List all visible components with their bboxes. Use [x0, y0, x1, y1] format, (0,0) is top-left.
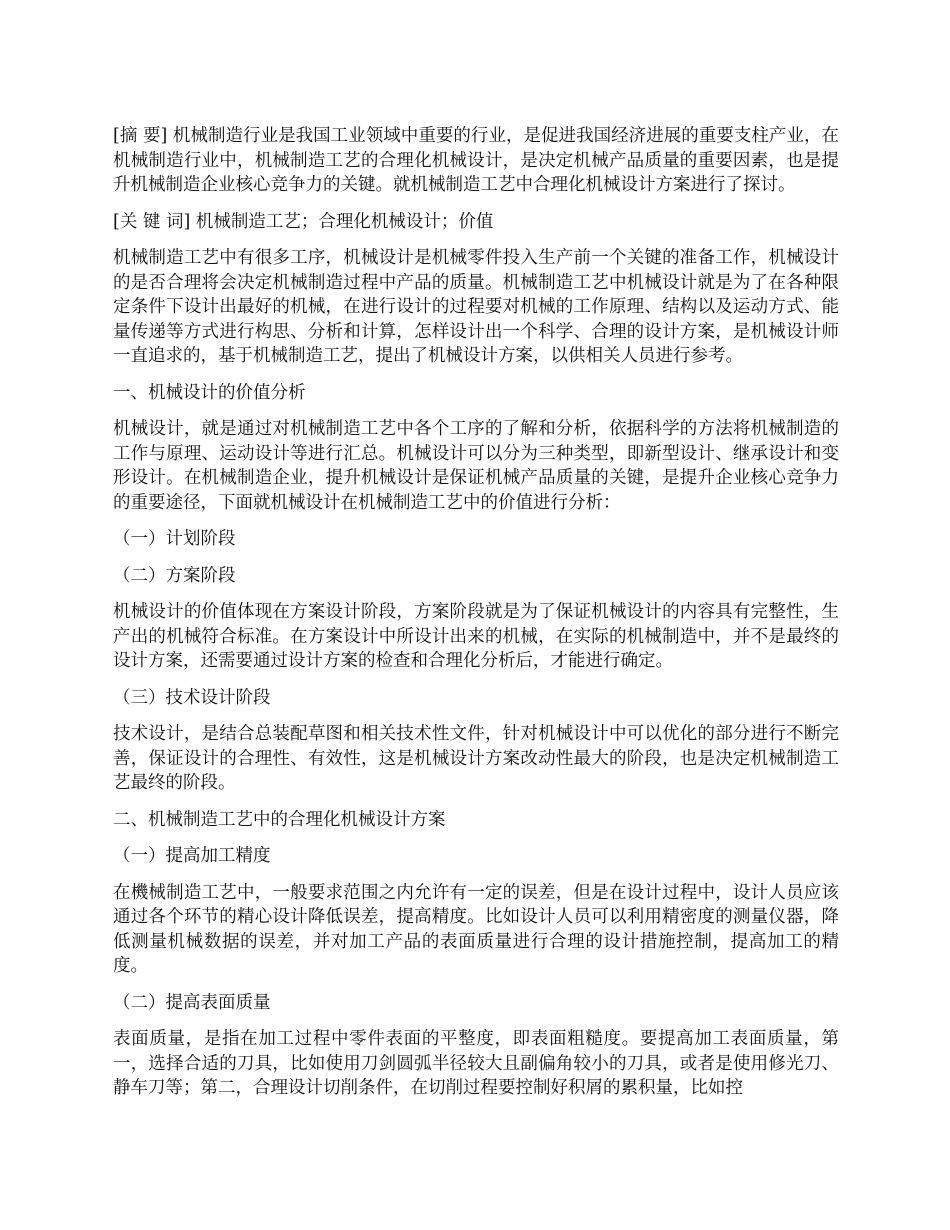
document-page: [113, 124, 839, 1113]
section-1-sub-2-body: 机械设计的价值体现在方案设计阶段，方案阶段就是为了保证机械设计的内容具有完整性，生产出的机械符合标准。在方案设计中所设计出来的机械，在实际的机械制造中，并不是最终的设计方案，还需要通过设计方案的检查和合理化分析后，才能进行确定。: [113, 602, 839, 671]
abstract-paragraph: [摘 要] 机械制造行业是我国工业领域中重要的行业，是促进我国经济进展的重要支柱产业，在机械制造行业中，机械制造工艺的合理化机械设计，是决定机械产品质量的重要因素，也是提升机械制造企业核心竞争力的关键。就机械制造工艺中合理化机械设计方案进行了探讨。: [113, 126, 839, 195]
section-2-sub-2-body: 表面质量，是指在加工过程中零件表面的平整度，即表面粗糙度。要提高加工表面质量，第一，选择合适的刀具，比如使用刀剑圆弧半径较大且副偏角较小的刀具，或者是使用修光刀、静车刀等；第二，合理设计切削条件，在切削过程要控制好积屑的累积量，比如控: [113, 1029, 839, 1098]
keywords-line: [关 键 词] 机械制造工艺；合理化机械设计；价值: [113, 211, 494, 232]
intro-paragraph: 机械制造工艺中有很多工序，机械设计是机械零件投入生产前一个关键的准备工作，机械设计的是否合理将会决定机械制造过程中产品的质量。机械制造工艺中机械设计就是为了在各种限定条件下设计出最好的机械，在进行设计的过程要对机械的工作原理、结构以及运动方式、能量传递等方式进行构思、分析和计算，怎样设计出一个科学、合理的设计方案，是机械设计师一直追求的，基于机械制造工艺，提出了机械设计方案，以供相关人员进行参考。: [113, 248, 839, 366]
section-1-body: 机械设计，就是通过对机械制造工艺中各个工序的了解和分析，依据科学的方法将机械制造的工作与原理、运动设计等进行汇总。机械设计可以分为三种类型，即新型设计、继承设计和变形设计。在机械制造企业，提升机械设计是保证机械产品质量的关键，是提升企业核心竞争力的重要途径，下面就机械设计在机械制造工艺中的价值进行分析：: [113, 419, 839, 513]
section-1-sub-3-body: 技术设计，是结合总装配草图和相关技术性文件，针对机械设计中可以优化的部分进行不断完善，保证设计的合理性、有效性，这是机械设计方案改动性最大的阶段，也是决定机械制造工艺最终的阶段。: [113, 724, 839, 793]
section-2-sub-1-body: 在機械制造工艺中，一般要求范围之内允许有一定的误差，但是在设计过程中，设计人员应该通过各个环节的精心设计降低误差，提高精度。比如设计人员可以利用精密度的测量仪器，降低测量机械数据的误差，并对加工产品的表面质量进行合理的设计措施控制，提高加工的精度。: [113, 882, 839, 976]
section-2-subheading-1: （一）提高加工精度: [113, 846, 271, 866]
section-2-subheading-2: （二）提高表面质量: [113, 992, 271, 1013]
section-1-subheading-2: （二）方案阶段: [113, 565, 236, 586]
section-1-subheading-3: （三）技术设计阶段: [113, 687, 271, 708]
section-2-heading: 二、机械制造工艺中的合理化机械设计方案: [113, 809, 446, 830]
section-1-heading: 一、机械设计的价值分析: [113, 382, 306, 403]
section-1-subheading-1: （一）计划阶段: [113, 529, 236, 549]
